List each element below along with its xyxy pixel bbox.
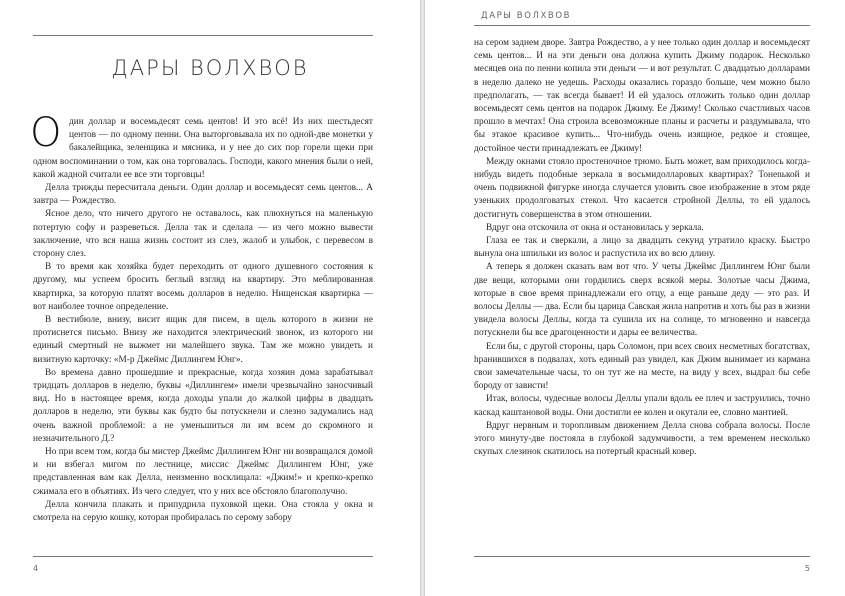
right-text-block (474, 37, 810, 460)
paragraph: Итак, волосы, чудесные волосы Деллы упали вдоль ее плеч и заструились, точно каскад каштановой воды. Они достигли ее колен и окутали ее, словно мантией. (474, 394, 810, 418)
paragraph: Делла кончила плакать и припудрила пуховкой щеки. Она стояла у окна и смотрела на серую кошку, которая пробиралась по серому забору (33, 499, 373, 524)
chapter-title: ДАРЫ ВОЛХВОВ (111, 56, 309, 80)
opening-paragraph: О дин доллар и восемьдесят семь центов! И это всё! Из них шестьдесят центов — по одному пенни. Она выторговывала их по одной-две монетки у бакалейщика, зеленщика и мясника, и у нее до сих пор горели щеки при одном воспоминании о том, как она торговалась. Господи, какого мнения были о ней, какой жадной считали ее все эти торговцы! (30, 110, 373, 180)
page-number: 5 (804, 564, 810, 573)
top-rule (33, 35, 373, 36)
top-rule (474, 25, 810, 26)
page-number: 4 (33, 564, 39, 573)
paragraph: на сером заднем дворе. Завтра Рождество, а у нее только один доллар и восемьдесят семь центов... И на эти деньги она должна купить Джиму подарок. Несколько месяцев она по пенни копила эти деньги — и вот результат. С двадцатью долларами в неделю далеко не уедешь. Расходы оказались гораздо больше, чем можно было предполагать, — так всегда бывает! И ей удалось отложить только один доллар восемьдесят семь центов на подарок Джиму. Ее Джиму! Сколько счастливых часов прошло в мечтах! Она строила всевозможные планы и расчеты и раздумывала, что бы этакое красивое купить... Что-нибудь очень изящное, редкое и стоящее, достойное чести принадлежать ее Джиму! (474, 38, 810, 154)
paragraph: Делла трижды пересчитала деньги. Один доллар и восемьдесят семь центов... А завтра — Рождество. (33, 183, 373, 207)
paragraph: Вдруг нервным и торопливым движением Делла снова собрала волосы. После этого минуту-две постояла в глубокой задумчивости, а тем временем несколько скупых слезинок скатилось на потертый красный ковер. (474, 420, 810, 458)
left-page (0, 0, 420, 596)
paragraph: Глаза ее так и сверкали, а лицо за двадцать секунд утратило краску. Быстро вынула она шпильки из волос и распустила их во всю длину. (474, 236, 810, 260)
paragraph: А теперь я должен сказать вам вот что. У четы Джеймс Диллингем Юнг были две вещи, которыми они гордились сверх всякой меры. Золотые часы Джима, которые в свое время принадлежали его отцу, а еще раньше деду — это раз. И волосы Деллы — два. Если бы царица Савская жила напротив и хоть бы раз в жизни увидела волосы Деллы, когда та сушила их на солнце, то мгновенно и навсегда потускнели бы все драгоценности и дары ее величества. (474, 262, 810, 339)
bottom-rule (474, 556, 810, 557)
paragraph: Между окнами стояло простеночное трюмо. Быть может, вам приходилось когда-нибудь видеть подобные зеркала в восьмидолларовых квартирах? Тонenькой и очень подвижной фигурке иногда случается уловить свое изображение в этом ряде узеньких продолговатых стекол. Что касается стройной Деллы, то ей удалось достигнуть совершенства в этом отношении. (474, 156, 810, 220)
paragraph: Вдруг она отскочила от окна и остановилась у зеркала. (486, 222, 704, 233)
drop-cap: О (30, 110, 62, 156)
running-head: ДАРЫ ВОЛХВОВ (481, 11, 572, 21)
left-text-block (30, 110, 373, 525)
right-page (425, 0, 845, 596)
paragraph: Но при всем том, когда бы мистер Джеймс Диллингем Юнг ни возвращался домой и ни взбегал мигом по лестнице, миссис Джеймс Диллингем Юнг, уже представленная вам как Делла, неизменно восклицала: «Джим!» и крепко-крепко сжимала его в объятиях. Из чего следует, что у них все обстояло благополучно. (33, 447, 373, 497)
paragraph: В вестибюле, внизу, висит ящик для писем, в щель которого в жизни не протиснется письмо. Внизу же находится электрический звонок, из которого ни единый смертный не выжмет ни малейшего звука. Там же можно увидеть и визитную карточку: «М-р Джеймс Диллингем Юнг». (33, 315, 373, 365)
bottom-rule (33, 556, 373, 557)
paragraph: Ясное дело, что ничего другого не оставалось, как плюхнуться на маленькую потертую софу и разреветься. Делла так и сделала — из чего можно вывести заключение, что вся наша жизнь состоит из слез, жалоб и улыбок, с перевесом в сторону слез. (33, 209, 373, 260)
paragraph: Если бы, с другой стороны, царь Соломон, при всех своих несметных богатствах, hранившихся в подвалах, хоть единый раз увидел, как Джим вынимает из кармана свои замечательные часы, то он тут же на месте, на виду у всех, выдрал бы себе бороду от зависти! (474, 341, 810, 392)
paragraph: Во времена давно прошедшие и прекрасные, когда хозяин дома зарабатывал тридцать долларов в неделю, буквы «Диллингем» имели чрезвычайно заносчивый вид. Но в настоящее время, когда доходы упали до жалкой цифры в двадцать долларов в неделю, эти буквы как будто бы потускнели и слезно задумались над очень важной проблемой: а не уменьшиться ли им всем до скромного и незначительного Д.? (33, 367, 373, 444)
paragraph: В то время как хозяйка будет переходить от одного душевного состояния к другому, мы успеем бросить беглый взгляд на квартиру. Это меблированная квартирка, за которую платят восемь долларов в неделю. Нищенская квартирка — вот наиболее точное определение. (33, 262, 373, 312)
